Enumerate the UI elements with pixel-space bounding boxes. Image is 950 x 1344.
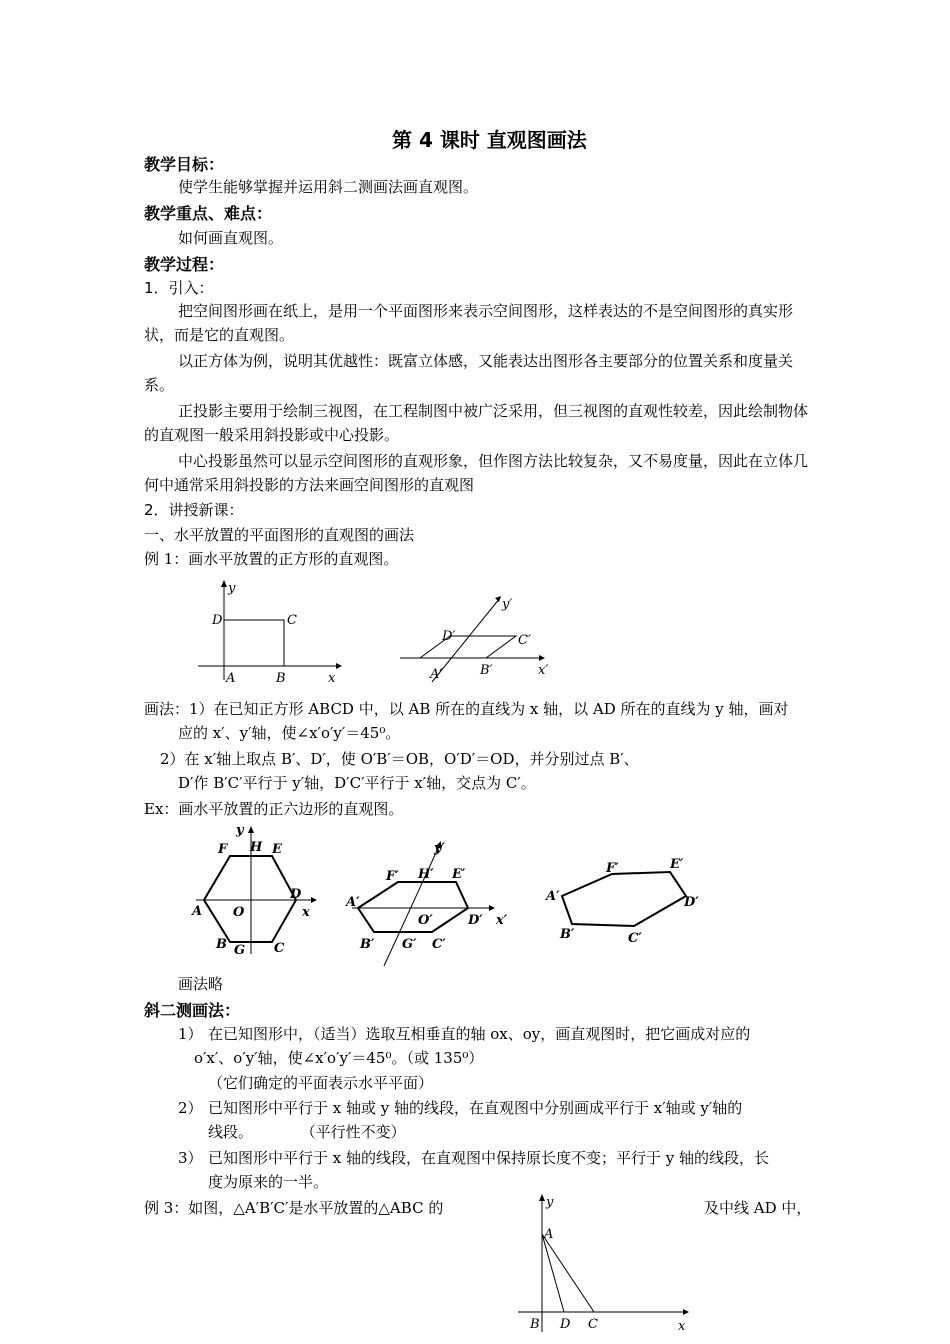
- square-oblique-figure: [398, 588, 558, 684]
- process-heading: 教学过程：: [144, 255, 225, 274]
- hexagon-a-label: A: [192, 904, 203, 919]
- hexagon-x-label: x: [302, 905, 310, 920]
- hexagon-g-label: G: [234, 943, 246, 958]
- hex-final-c-label: C′: [628, 931, 642, 946]
- hexagon-o-label: O: [233, 905, 245, 920]
- hex-final-a-label: A′: [546, 889, 560, 904]
- oblique-y-label: y′: [502, 597, 513, 612]
- hex-final-b-label: B′: [560, 927, 575, 942]
- hex-oblique-y-label: y′: [434, 841, 445, 856]
- step-3-line-2: 度为原来的一半。: [208, 1173, 329, 1191]
- step-3-number: 3）: [178, 1149, 203, 1167]
- page-title: 第 4 课时 直观图画法: [392, 128, 587, 152]
- step-1-line-1: 在已知图形中，（适当）选取互相垂直的轴 ox、oy，画直观图时，把它画成对应的: [208, 1025, 751, 1043]
- square-a-label: A: [226, 671, 236, 686]
- method-1-line-2: 应的 x′、y′轴，使∠x′o′y′＝45⁰。: [178, 724, 401, 742]
- intro-heading: 1．引入：: [144, 279, 214, 297]
- example-3-text-right: 及中线 AD 中，: [704, 1199, 812, 1217]
- intro-paragraph-4: 中心投影虽然可以显示空间图形的直观形象，但作图方法比较复杂，又不易度量，因此在立体几何中通常采用斜投影的方法来画空间图形的直观图: [144, 452, 809, 494]
- step-2-line-1: 已知图形中平行于 x 轴或 y 轴的线段，在直观图中分别画成平行于 x′轴或 y′轴的: [208, 1099, 743, 1117]
- hex-oblique-e-label: E′: [452, 867, 466, 882]
- step-1-line-2: o′x′、o′y′轴，使∠x′o′y′＝45⁰。（或 135⁰）: [194, 1049, 484, 1067]
- hex-oblique-g-label: G′: [402, 937, 417, 952]
- oblique-method-heading: 斜二测画法：: [144, 1001, 241, 1020]
- method-2-line-1: 2）在 x′轴上取点 B′、D′，使 O′B′＝OB，O′D′＝OD，并分别过点 B′、: [160, 750, 639, 768]
- hex-oblique-b-label: B′: [360, 937, 375, 952]
- oblique-b-label: B′: [480, 663, 493, 678]
- new-lesson-heading: 2．讲授新课：: [144, 501, 244, 519]
- intro-paragraph-3: 正投影主要用于绘制三视图，在工程制图中被广泛采用，但三视图的直观性较差，因此绘制物体的直观图一般采用斜投影或中心投影。: [144, 402, 809, 444]
- hexagon-c-label: C: [274, 941, 285, 956]
- ex-text: Ex：画水平放置的正六边形的直观图。: [144, 800, 404, 818]
- intro-paragraph-2: 以正方体为例，说明其优越性：既富立体感，又能表达出图形各主要部分的位置关系和度量关系。: [144, 352, 794, 394]
- oblique-c-label: C′: [518, 633, 531, 648]
- hexagon-y-label: y: [236, 823, 244, 838]
- step-1-line-3: （它们确定的平面表示水平平面）: [208, 1074, 434, 1092]
- hex-oblique-f-label: F′: [386, 869, 399, 884]
- hex-oblique-d-label: D′: [468, 913, 483, 928]
- hexagon-final-figure: [540, 852, 710, 948]
- hexagon-d-label: D: [290, 887, 302, 902]
- hex-oblique-a-label: A′: [346, 895, 360, 910]
- hex-oblique-c-label: C′: [432, 937, 446, 952]
- hex-oblique-x-label: x′: [496, 913, 508, 928]
- hexagon-oblique-figure: [344, 838, 514, 968]
- ex-note: 画法略: [178, 975, 224, 993]
- hex-oblique-o-label: O′: [418, 913, 433, 928]
- hexagon-h-label: H: [250, 840, 263, 855]
- triangle-b-label: B: [530, 1317, 540, 1332]
- oblique-x-label: x′: [538, 663, 549, 678]
- hexagon-b-label: B: [216, 937, 227, 952]
- intro-paragraph-1: 把空间图形画在纸上，是用一个平面图形来表示空间图形，这样表达的不是空间图形的真实形状，而是它的直观图。: [144, 302, 794, 344]
- hexagon-figure: [188, 822, 328, 958]
- key-points-heading: 教学重点、难点：: [144, 204, 273, 223]
- hex-oblique-h-label: H′: [418, 867, 434, 882]
- square-figure: [190, 576, 350, 688]
- hex-final-e-label: E′: [670, 857, 684, 872]
- hexagon-f-label: F: [218, 842, 228, 857]
- key-points-text: 如何画直观图。: [178, 229, 284, 247]
- hex-final-d-label: D′: [684, 895, 699, 910]
- square-b-label: B: [276, 671, 286, 686]
- method-1-line-1: 画法：1）在已知正方形 ABCD 中，以 AB 所在的直线为 x 轴，以 AD 所在的直线为 y 轴，画对: [144, 700, 789, 718]
- objectives-heading: 教学目标：: [144, 155, 225, 174]
- triangle-d-label: D: [560, 1317, 571, 1332]
- square-x-label: x: [328, 671, 336, 686]
- hexagon-e-label: E: [272, 842, 282, 857]
- oblique-d-label: D′: [442, 629, 456, 644]
- oblique-a-label: A′: [430, 667, 443, 682]
- square-d-label: D: [212, 613, 223, 628]
- example-1-text: 例 1：画水平放置的正方形的直观图。: [144, 550, 399, 568]
- triangle-y-label: y: [546, 1195, 554, 1210]
- step-1-number: 1）: [178, 1025, 203, 1043]
- step-2-number: 2）: [178, 1099, 203, 1117]
- triangle-figure: [508, 1192, 698, 1342]
- square-y-label: y: [228, 581, 236, 596]
- hex-final-f-label: F′: [606, 861, 619, 876]
- square-c-label: C: [287, 613, 297, 628]
- step-2-line-2: 线段。 （平行性不变）: [208, 1123, 406, 1141]
- triangle-x-label: x: [678, 1319, 686, 1334]
- method-2-line-2: D′作 B′C′平行于 y′轴，D′C′平行于 x′轴，交点为 C′。: [178, 774, 536, 792]
- triangle-a-label: A: [544, 1227, 554, 1242]
- section-1-heading: 一、水平放置的平面图形的直观图的画法: [144, 526, 415, 544]
- objectives-text: 使学生能够掌握并运用斜二测画法画直观图。: [178, 178, 479, 196]
- example-3-text-left: 例 3：如图，△A′B′C′是水平放置的△ABC 的: [144, 1199, 444, 1217]
- triangle-c-label: C: [588, 1317, 598, 1332]
- step-3-line-1: 已知图形中平行于 x 轴的线段，在直观图中保持原长度不变；平行于 y 轴的线段，长: [208, 1149, 770, 1167]
